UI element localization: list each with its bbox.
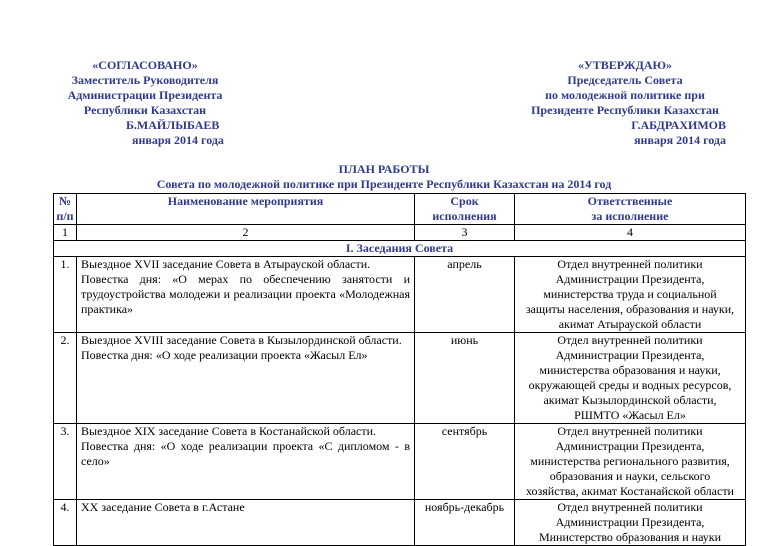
row-num: 3.	[54, 424, 77, 500]
header-responsible: Ответственные за исполнение	[515, 194, 746, 225]
approval-right-position-3: Президенте Республики Казахстан	[531, 103, 719, 117]
approval-left-date: января 2014 года	[132, 133, 224, 147]
approval-left-name: Б.МАЙЛЫБАЕВ	[126, 118, 220, 132]
plan-subtitle: Совета по молодежной политике при Президенте Республики Казахстан на 2014 год	[156, 177, 612, 191]
row-event: Выездное XVII заседание Совета в Атырауской области. Повестка дня: «О мерах по обеспечению занятости и трудоустройства молодежи и реализации проекта «Молодежная практика»	[77, 257, 415, 333]
row-responsible: Отдел внутренней политики Администрации Президента, министерства труда и социальной защиты населения, образования и науки, акимат Атырауской области	[515, 257, 746, 333]
col-number: 2	[77, 225, 415, 241]
row-responsible: Отдел внутренней политики Администрации Президента, министерства образования и науки, окружающей среды и водных ресурсов, акимат Кызылординской области, РШМТО «Жасыл Ел»	[515, 333, 746, 424]
col-number: 1	[54, 225, 77, 241]
header-num: № п/п	[54, 194, 77, 225]
row-responsible: Отдел внутренней политики Администрации Президента, Министерство образования и науки	[515, 500, 746, 546]
row-responsible: Отдел внутренней политики Администрации Президента, министерства регионального развития, образования и науки, сельского хозяйства, акимат Костанайской области	[515, 424, 746, 500]
col-number: 4	[515, 225, 746, 241]
table-row	[54, 424, 746, 500]
approval-right-position-2: по молодежной политике при	[545, 88, 705, 102]
approval-left-position-3: Республики Казахстан	[83, 103, 207, 117]
table-row	[54, 257, 746, 333]
row-num: 2.	[54, 333, 77, 424]
table-header-row	[54, 194, 746, 225]
approval-right-title: «УТВЕРЖДАЮ»	[577, 58, 673, 72]
row-num: 4.	[54, 500, 77, 546]
plan-title: ПЛАН РАБОТЫ	[338, 162, 430, 176]
column-number-row	[54, 225, 746, 241]
approval-left-title: «СОГЛАСОВАНО»	[92, 58, 198, 72]
row-event: XX заседание Совета в г.Астане	[77, 500, 415, 546]
row-term: июнь	[415, 333, 515, 424]
approval-left-position-1: Заместитель Руководителя	[71, 73, 219, 87]
row-num: 1.	[54, 257, 77, 333]
section-title: I. Заседания Совета	[54, 241, 746, 257]
table-row	[54, 333, 746, 424]
row-term: апрель	[415, 257, 515, 333]
approval-left-position-2: Администрации Президента	[67, 88, 223, 102]
approval-block-right	[520, 58, 730, 148]
row-term: ноябрь-декабрь	[415, 500, 515, 546]
section-row	[54, 241, 746, 257]
row-event: Выездное XIX заседание Совета в Костанайской области. Повестка дня: «О ходе реализации проекта «С дипломом - в село»	[77, 424, 415, 500]
row-event: Выездное XVIII заседание Совета в Кызылординской области. Повестка дня: «О ходе реализации проекта «Жасыл Ел»	[77, 333, 415, 424]
approval-right-position-1: Председатель Совета	[567, 73, 683, 87]
table-row	[54, 500, 746, 546]
col-number: 3	[415, 225, 515, 241]
approval-right-date: января 2014 года	[634, 133, 726, 147]
approval-block-left	[60, 58, 230, 148]
approval-right-name: Г.АБДРАХИМОВ	[631, 118, 726, 132]
header-event-name: Наименование мероприятия	[77, 194, 415, 225]
work-plan-table	[53, 193, 746, 546]
header-term: Срок исполнения	[415, 194, 515, 225]
plan-heading	[0, 162, 768, 192]
row-term: сентябрь	[415, 424, 515, 500]
